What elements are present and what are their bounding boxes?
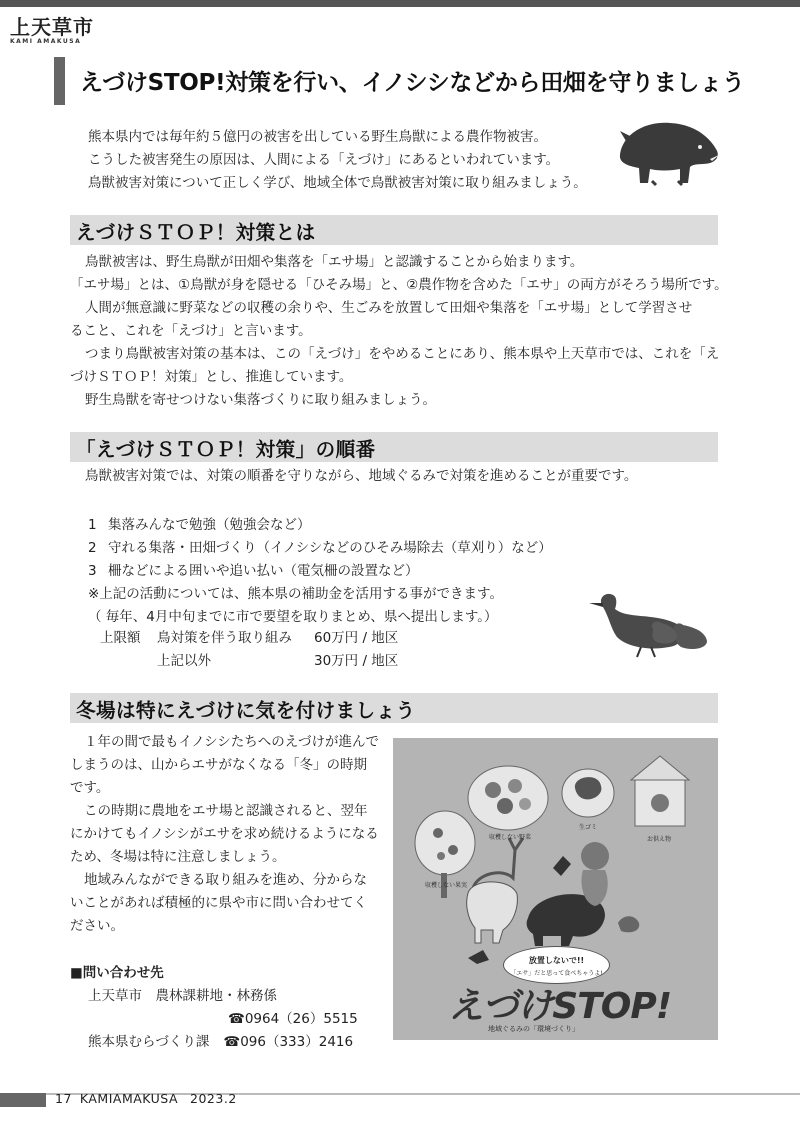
issue-date: 2023.2 [190, 1091, 237, 1106]
poster-tagline: 地域ぐるみの「環境づくり」 [488, 1025, 579, 1033]
limit-amount: 60万円 / 地区 [314, 630, 399, 646]
contact-org: 上天草市 農林課耕地・林務係 [88, 988, 277, 1004]
poster-caption: お供え物 [647, 836, 672, 843]
winter-body [70, 731, 380, 938]
section-heading-text: 「えづけＳＴＯＰ！対策」の順番 [76, 438, 376, 461]
duck-illustration [583, 585, 715, 661]
ezuke-stop-poster [393, 738, 718, 1040]
section-heading-what [70, 215, 718, 245]
body-line: つまり鳥獣被害対策の基本は、この「えづけ」をやめることにあり、熊本県や上天草市では、これを「え [85, 346, 720, 362]
body-paragraph: この時期に農地をエサ場と認識されると、翌年にかけてもイノシシがエサを求め続けるようになるため、冬場は特に注意しましょう。 [70, 803, 379, 865]
contact-phone: ☎096（333）2416 [223, 1034, 354, 1050]
section-heading-winter [70, 693, 718, 723]
section-heading-order [70, 432, 718, 462]
body-line: 鳥獣被害対策では、対策の順番を守りながら、地域ぐるみで対策を進めることが重要です。 [85, 468, 638, 484]
step-item [88, 514, 552, 537]
poster-caption: 収穫しない果実 [425, 882, 468, 889]
poster-caption: 収穫しない野菜 [489, 834, 532, 841]
limit-label: 上限額 [100, 630, 141, 646]
step-number: 1 [88, 517, 97, 533]
step-number: 2 [88, 540, 97, 556]
step-text: 守れる集落・田畑づくり（イノシシなどのひそみ場除去（草刈り）など） [108, 540, 552, 556]
section-order-lead [70, 465, 720, 488]
limit-row [100, 627, 398, 650]
contact-phone: ☎0964（26）5515 [228, 1011, 358, 1027]
magazine-logo [10, 11, 120, 45]
step-number: 3 [88, 563, 97, 579]
body-paragraph: 地域みんなができる取り組みを進め、分からないことがあれば積極的に県や市に問い合わせてください。 [70, 872, 367, 934]
header-rule [0, 0, 800, 7]
page-footer [55, 1091, 237, 1106]
contact-block [70, 962, 370, 1054]
body-line: 人間が無意識に野菜などの収穫の余りや、生ごみを放置して田畑や集落を「エサ場」として学習させ [85, 300, 693, 316]
intro-line: 鳥獣被害対策について正しく学び、地域全体で鳥獣被害対策に取り組みましょう。 [88, 175, 587, 191]
logo-sub-text: KAMI AMAKUSA [10, 38, 82, 45]
body-line: 野生鳥獣を寄せつけない集落づくりに取り組みましょう。 [85, 392, 436, 408]
bubble-title: 放置しないで!! [528, 956, 585, 965]
boar-illustration [612, 113, 722, 193]
step-item [88, 560, 552, 583]
body-line: ること、これを「えづけ」と言います。 [70, 323, 312, 339]
section-heading-text: 冬場は特にえづけに気を付けましょう [76, 699, 416, 722]
intro-line: 熊本県内では毎年約５億円の被害を出している野生鳥獣による農作物被害。 [88, 129, 547, 145]
poster-logo: えづけSTOP! [448, 986, 672, 1027]
logo-main-text: 上天草市 [10, 15, 94, 39]
body-line: 「エサ場」とは、①鳥獣が身を隠せる「ひそみ場」と、②農作物を含めた「エサ」の両方がそろう場所です。 [70, 277, 728, 293]
subsidy-note: ※上記の活動については、熊本県の補助金を活用する事ができます。 [88, 586, 503, 602]
intro-line: こうした被害発生の原因は、人間による「えづけ」にあるといわれています。 [88, 152, 560, 168]
intro-block [88, 126, 648, 195]
poster-caption: 生ゴミ [579, 824, 598, 831]
section-heading-text: えづけＳＴＯＰ！対策とは [76, 221, 316, 244]
body-paragraph: １年の間で最もイノシシたちへのえづけが進んでしまうのは、山からエサがなくなる「冬」の時期です。 [70, 734, 380, 796]
magazine-name: KAMIAMAKUSA [79, 1091, 179, 1106]
body-line: 鳥獣被害は、野生鳥獣が田畑や集落を「エサ場」と認識することから始まります。 [85, 254, 584, 270]
steps-list [88, 514, 552, 629]
limit-table [100, 627, 398, 673]
limit-amount: 30万円 / 地区 [314, 653, 399, 669]
page-number: 17 [55, 1091, 72, 1106]
contact-org: 熊本県むらづくり課 [88, 1034, 210, 1050]
step-text: 集落みんなで勉強（勉強会など） [108, 517, 311, 533]
limit-condition: 鳥対策を伴う取り組み [157, 630, 292, 646]
step-text: 柵などによる囲いや追い払い（電気柵の設置など） [108, 563, 419, 579]
step-item [88, 537, 552, 560]
bubble-text: 「エサ」だと思って食べちゃうよ! [510, 970, 603, 977]
limit-row [100, 650, 398, 673]
title-accent-bar [54, 57, 65, 105]
page-title: えづけSTOP!対策を行い、イノシシなどから田畑を守りましょう [80, 70, 745, 96]
body-line: づけＳＴＯＰ！対策」とし、推進しています。 [70, 369, 353, 385]
section-what-body [70, 251, 728, 412]
contact-heading: ■問い合わせ先 [70, 965, 164, 981]
subsidy-note: （ 毎年、4月中旬までに市で要望を取りまとめ、県へ提出します。） [88, 609, 498, 625]
limit-condition: 上記以外 [157, 653, 211, 669]
footer-accent-bar [0, 1093, 46, 1107]
